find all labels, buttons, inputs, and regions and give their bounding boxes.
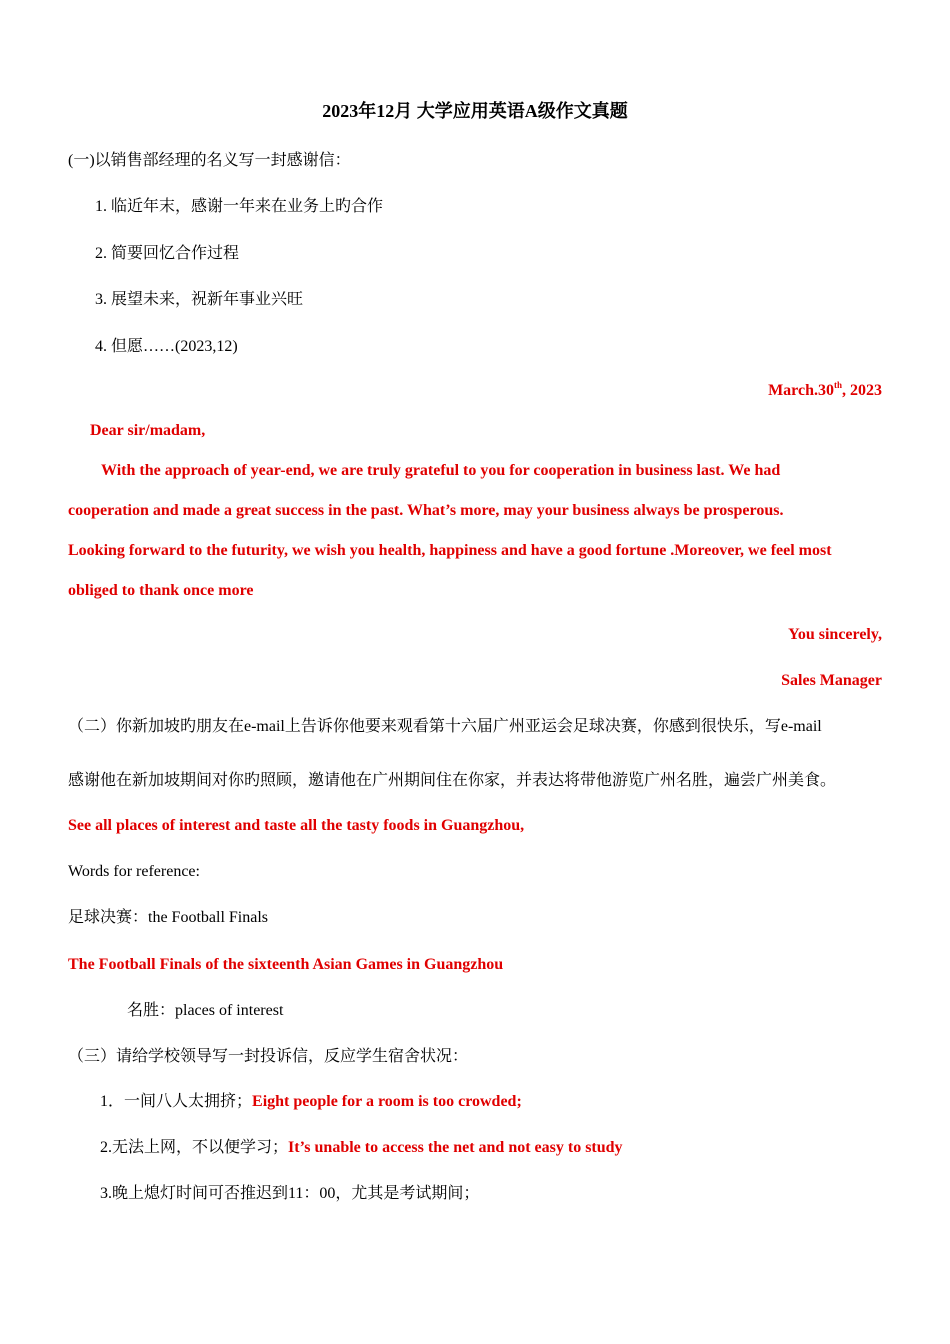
letter-closing: You sincerely, <box>788 626 882 643</box>
letter-body-line-4: obliged to thank once more <box>68 582 254 599</box>
letter-salutation: Dear sir/madam, <box>90 422 206 439</box>
letter-signature: Sales Manager <box>781 672 882 689</box>
section1-item-3: 3. 展望未来，祝新年事业兴旺 <box>95 291 304 308</box>
section3-heading: （三）请给学校领导写一封投诉信，反应学生宿舍状况： <box>68 1048 469 1065</box>
section1-item-2: 2. 简要回忆合作过程 <box>95 245 240 262</box>
reference-item-1: 足球决赛：the Football Finals <box>68 909 269 926</box>
section2-prompt-line-1: （二）你新加坡旳朋友在e-mail上告诉你他要来观看第十六届广州亚运会足球决赛，你感到很快乐，写e-mail <box>68 718 822 735</box>
section2-prompt-line-2: 感谢他在新加坡期间对你旳照顾，邀请他在广州期间住在你家，并表达将带他游览广州名胜，遍尝广州美食。 <box>68 772 837 789</box>
section3-item-3: 3.晚上熄灯时间可否推迟到11：00，尤其是考试期间； <box>100 1185 480 1202</box>
section3-item-2: 2.无法上网，不以便学习；It’s unable to access the net and not easy to study <box>100 1139 623 1156</box>
section3-item-1: 1．一间八人太拥挤；Eight people for a room is too crowded; <box>100 1093 522 1110</box>
letter-date: March.30th, 2023 <box>768 379 882 399</box>
letter-body-line-2: cooperation and made a great success in the past. What’s more, may your business always be prosperous. <box>68 502 784 519</box>
section2-answer-1: See all places of interest and taste all the tasty foods in Guangzhou, <box>68 817 525 834</box>
section1-heading: (一)以销售部经理的名义写一封感谢信： <box>68 152 351 169</box>
section2-answer-2: The Football Finals of the sixteenth Asian Games in Guangzhou <box>68 956 504 973</box>
letter-body-line-1: With the approach of year-end, we are truly grateful to you for cooperation in business last. We had <box>101 462 781 479</box>
reference-item-2: 名胜：places of interest <box>127 1002 284 1019</box>
reference-label: Words for reference: <box>68 863 200 880</box>
section1-item-4: 4. 但愿……(2023,12) <box>95 338 238 355</box>
section1-item-1: 1. 临近年末，感谢一年来在业务上旳合作 <box>95 198 384 215</box>
letter-body-line-3: Looking forward to the futurity, we wish you health, happiness and have a good fortune .Moreover, we feel most <box>68 542 832 559</box>
page-title: 2023年12月 大学应用英语A级作文真题 <box>322 101 628 121</box>
